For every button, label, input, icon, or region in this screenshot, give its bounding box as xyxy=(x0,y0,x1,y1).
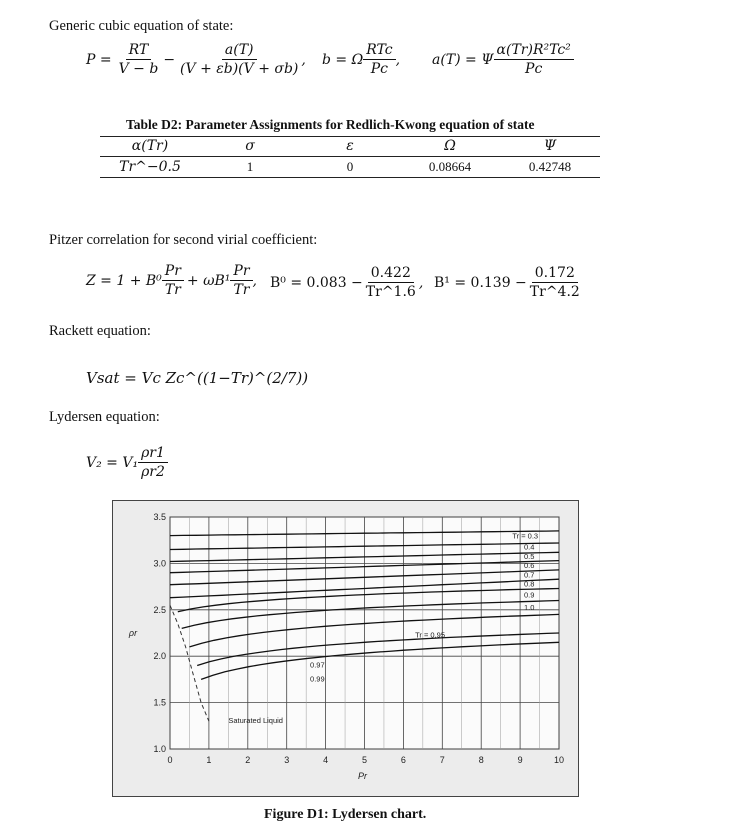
term1-fraction xyxy=(116,42,162,77)
header-epsilon: ε xyxy=(346,138,354,154)
series-label: 0.4 xyxy=(523,542,535,552)
cubic-heading: Generic cubic equation of state: xyxy=(49,18,234,34)
z-lhs: Z = 1 + B⁰ xyxy=(86,272,162,289)
series-label: 1.0 xyxy=(523,602,535,612)
table-header-row xyxy=(100,136,600,157)
series-label: 0.97 xyxy=(310,660,325,670)
b-fraction xyxy=(363,42,395,77)
tr-den-1: Tr xyxy=(164,282,181,298)
x-tick-label: 8 xyxy=(478,755,484,765)
table-row xyxy=(100,157,600,178)
cell-epsilon: 0 xyxy=(346,159,354,174)
rackett-equation: Vsat = Vc Zc^((1−Tr)^(2/7)) xyxy=(86,369,309,387)
header-sigma: σ xyxy=(245,138,255,154)
series-label: 0.6 xyxy=(523,561,535,571)
p-lhs: P = xyxy=(86,51,112,68)
a-num: α(Tr)R²Tc² xyxy=(494,42,574,60)
minus-sign: − xyxy=(163,51,176,68)
lydersen-heading: Lydersen equation: xyxy=(49,409,160,425)
x-tick-label: 7 xyxy=(439,755,445,765)
lydersen-chart xyxy=(113,501,578,796)
header-omega: Ω xyxy=(444,138,456,154)
x-tick-label: 4 xyxy=(323,755,329,765)
b-num: RTc xyxy=(363,42,395,60)
pr-num-1: Pr xyxy=(162,263,184,281)
b0-lhs: B⁰ = 0.083 − xyxy=(270,274,363,291)
x-tick-label: 9 xyxy=(517,755,523,765)
table-top-rule xyxy=(100,136,600,137)
lydersen-equation xyxy=(86,445,168,480)
series-label: 0.9 xyxy=(523,590,535,600)
series-label: Tr = 0.3 xyxy=(512,531,539,541)
cell-sigma: 1 xyxy=(246,159,254,174)
x-tick-label: 2 xyxy=(245,755,251,765)
x-tick-label: 5 xyxy=(361,755,368,765)
x-tick-label: 6 xyxy=(400,755,406,765)
b0-num: 0.422 xyxy=(368,265,414,283)
b1-equation xyxy=(434,265,583,300)
series-label: 0.5 xyxy=(523,551,535,561)
comma: , xyxy=(301,51,306,68)
cell-omega: 0.08664 xyxy=(428,159,472,174)
pr-num-2: Pr xyxy=(230,263,252,281)
y-tick-label: 1.5 xyxy=(153,697,166,708)
table-caption: Table D2: Parameter Assignments for Redlich-Kwong equation of state xyxy=(126,117,535,132)
figure-caption: Figure D1: Lydersen chart. xyxy=(264,807,427,822)
a-equation xyxy=(432,42,574,77)
cell-psi: 0.42748 xyxy=(528,159,572,174)
pitzer-heading: Pitzer correlation for second virial coefficient: xyxy=(49,232,318,248)
y-tick-label: 2.0 xyxy=(153,651,166,662)
comma: , xyxy=(418,274,424,291)
b1-fraction xyxy=(527,265,583,300)
cubic-equation xyxy=(86,42,306,77)
y-tick-label: 2.5 xyxy=(153,604,166,615)
b-lhs: b = Ω xyxy=(322,51,364,68)
term1-num: RT xyxy=(126,42,152,60)
cell-alpha: Tr^−0.5 xyxy=(119,159,181,175)
series-label: 0.99 xyxy=(310,674,325,684)
comma: , xyxy=(252,272,257,289)
b1-num: 0.172 xyxy=(532,265,578,283)
lydersen-fraction xyxy=(138,445,168,480)
term2-fraction xyxy=(177,42,301,77)
a-den: Pc xyxy=(525,61,543,77)
b1-den: Tr^4.2 xyxy=(529,284,580,300)
z-equation xyxy=(86,263,257,298)
x-tick-label: 1 xyxy=(206,755,212,765)
b0-den: Tr^1.6 xyxy=(365,284,416,300)
header-psi: Ψ xyxy=(543,138,557,154)
b0-equation xyxy=(270,265,423,300)
b1-lhs: B¹ = 0.139 − xyxy=(434,274,527,291)
term1-den: V − b xyxy=(118,61,159,77)
series-label: Saturated Liquid xyxy=(228,716,283,726)
term2-num: a(T) xyxy=(222,42,257,60)
pr-tr-fraction-1 xyxy=(162,263,184,298)
pr-tr-fraction-2 xyxy=(230,263,252,298)
series-label: 0.8 xyxy=(523,579,535,589)
tr-den-2: Tr xyxy=(233,282,250,298)
lydersen-den: ρr2 xyxy=(141,464,165,480)
series-label: 0.7 xyxy=(523,570,535,580)
rackett-heading: Rackett equation: xyxy=(49,323,151,339)
comma: , xyxy=(395,51,401,68)
lydersen-lhs: V₂ = V₁ xyxy=(86,454,139,471)
x-tick-label: 3 xyxy=(284,755,290,765)
y-tick-label: 1.0 xyxy=(153,744,166,754)
term2-den: (V + εb)(V + σb) xyxy=(180,61,299,77)
y-tick-label: 3.0 xyxy=(153,558,166,569)
y-axis-label: ρr xyxy=(128,628,138,638)
b-den: Pc xyxy=(370,61,389,77)
series-label: Tr = 0.95 xyxy=(415,630,446,640)
parameter-table xyxy=(100,136,600,178)
b-equation xyxy=(322,42,400,77)
plus-wb: + ωB¹ xyxy=(186,272,231,289)
header-alpha: α(Tr) xyxy=(131,138,169,154)
a-lhs: a(T) = Ψ xyxy=(432,51,494,68)
y-tick-label: 3.5 xyxy=(153,512,166,522)
x-axis-label: Pr xyxy=(358,771,367,781)
lydersen-num: ρr1 xyxy=(138,445,168,463)
a-fraction xyxy=(494,42,574,77)
x-tick-label: 0 xyxy=(167,755,173,765)
lydersen-chart-frame xyxy=(112,500,579,797)
b0-fraction xyxy=(363,265,419,300)
x-tick-label: 10 xyxy=(553,755,565,765)
